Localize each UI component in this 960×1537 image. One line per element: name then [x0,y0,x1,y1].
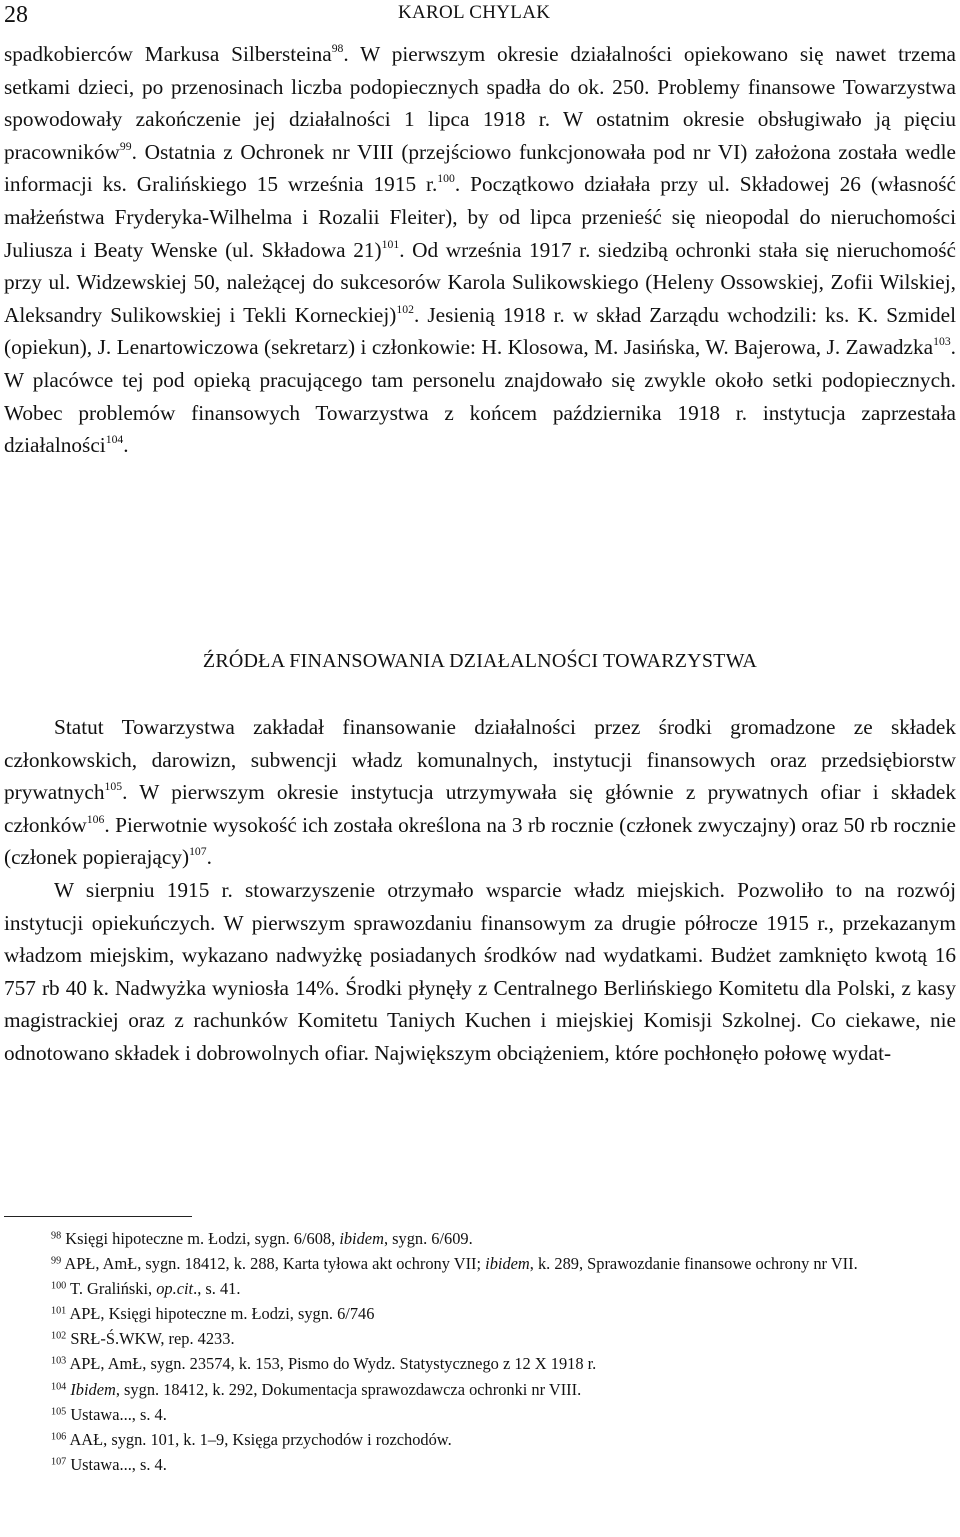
footnote-103: $^{103}$ APŁ, AmŁ, sygn. 23574, k. 153, Pismo do Wydz. Statystycznego z 12 X 1918 r. [51,1354,597,1374]
footnote-101: $^{101}$ APŁ, Księgi hipoteczne m. Łodzi, sygn. 6/746 [51,1304,375,1324]
footnote-ref-102: 102 [396,302,414,316]
body-text-top [4,38,956,462]
footnote-102: $^{102}$ SRŁ-Ś.WKW, rep. 4233. [51,1329,235,1349]
footnote-ref-103: 103 [933,335,951,349]
footnote-105: $^{105}$ Ustawa..., s. 4. [51,1404,167,1424]
section-heading: ŹRÓDŁA FINANSOWANIA DZIAŁALNOŚCI TOWARZYSTWA [202,650,758,672]
footnotes [4,1226,956,1477]
footnote-98: $^{98}$ Księgi hipoteczne m. Łodzi, sygn. 6/608, ibidem, sygn. 6/609. [51,1229,473,1248]
footnote-106: $^{106}$ AAŁ, sygn. 101, k. 1–9, Księga przychodów i rozchodów. [51,1429,452,1449]
footnote-100: $^{100}$ T. Graliński, op.cit., s. 41. [51,1279,241,1299]
footnote-ref-104: 104 [105,433,124,447]
paragraph-ochronki: spadkobierców Markusa Silbersteina$^{98}$. W pierwszym okresie działalności opiekowano się nawet trzema setkami dzieci, po przenosinach liczba podopiecznych spadła do ok. 250. Problemy finansowe Towarzystwa spowodowały zakończenie jej działalności 1 lipca 1918 r. W ostatnim okresie obsługiwało ją pięciu pracowników$^{99}$. Ostatnia z Ochronek nr VIII (przejściowo funkcjonowała pod nr VI) założona została wedle informacji ks. Gralińskiego 15 września 1915 r.$^{100}$. Początkowo działała przy ul. Składowej 26 (własność małżeństwa Fryderyka-Wilhelma i Rozalii Fleiter), by od lipca przenieść się nieopodal do nieruchomości Juliusza i Beaty Wenske (ul. Składowa 21)$^{101}$. Od września 1917 r. siedzibą ochronki stała się nieruchomość przy ul. Widzewskiej 50, należącej do sukcesorów Karola Sulikowskiego (Heleny Ossowskiej, Zofii Wilskiej, Aleksandry Sulikowskiej i Tekli Korneckiej)$^{102}$. Jesienią 1918 r. w skład Zarządu wchodzili: ks. K. Szmidel (opiekun), J. Lenartowiczowa (sekretarz) i członkowie: H. Klosowa, M. Jasińska, W. Bajerowa, J. Zawadzka$^{103}$. W placówce tej pod opieką pracującego tam personelu znajdowało się zwykle około setki podopiecznych. Wobec problemów finansowych Towarzystwa z końcem października 1918 r. instytucja zaprzestała działalności$^{104}$. [4,42,957,458]
footnote-ref-101: 101 [381,237,400,251]
body-text-section [4,711,956,1070]
paragraph-wsparcie: W sierpniu 1915 r. stowarzyszenie otrzymało wsparcie władz miejskich. Pozwoliło to na rozwój instytucji opiekuńczych. W pierwszym sprawozdaniu finansowym za drugie półrocze 1915 r., przekazanym władzom miejskim, wykazano nadwyżkę posiadanych środków nad wydatkami. Budżet zamknięto kwotą 16 757 rb 40 k. Nadwyżka wyniosła 14%. Środki płynęły z Centralnego Berlińskiego Komitetu dla Polski, z kasy magistrackiej oraz z rachunków Komitetu Taniych Kuchen i miejskiej Komisji Szkolnej. Co ciekawe, nie odnotowano składek i dobrowolnych ofiar. Największym obciążeniem, które pochłonęło połowę wydat- [4,877,956,1065]
footnote-ref-106: 106 [86,813,105,826]
footnote-ref-99: 99 [119,140,132,153]
footnote-divider [4,1216,192,1217]
footnote-ref-105: 105 [104,780,123,794]
footnote-104: $^{104}$ Ibidem, sygn. 18412, k. 292, Dokumentacja sprawozdawcza ochronki nr VIII. [51,1379,582,1399]
footnote-ref-98: 98 [331,42,344,56]
footnote-ref-107: 107 [189,845,207,859]
footnote-107: $^{107}$ Ustawa..., s. 4. [51,1454,167,1474]
page-number: 28 [4,2,28,28]
page-header [0,0,960,30]
running-head: KAROL CHYLAK [398,2,551,23]
paragraph-statut: Statut Towarzystwa zakładał finansowanie działalności przez środki gromadzone ze składek członkowskich, darowizn, subwencji władz komunalnych, instytucji finansowych oraz przedsiębiorstw prywatnych$^{105}$. W pierwszym okresie instytucja utrzymywała się głównie z prywatnych ofiar i składek członków$^{106}$. Pierwotnie wysokość ich została określona na 3 rb rocznie (członek zwyczajny) oraz 50 rb rocznie (członek popierający)$^{107}$. [4,715,956,870]
footnote-ref-100: 100 [437,172,455,186]
footnote-99: $^{99}$ APŁ, AmŁ, sygn. 18412, k. 288, Karta tyłowa akt ochrony VII; ibidem, k. 289, Sprawozdanie finansowe ochrony nr VII. [51,1254,858,1274]
